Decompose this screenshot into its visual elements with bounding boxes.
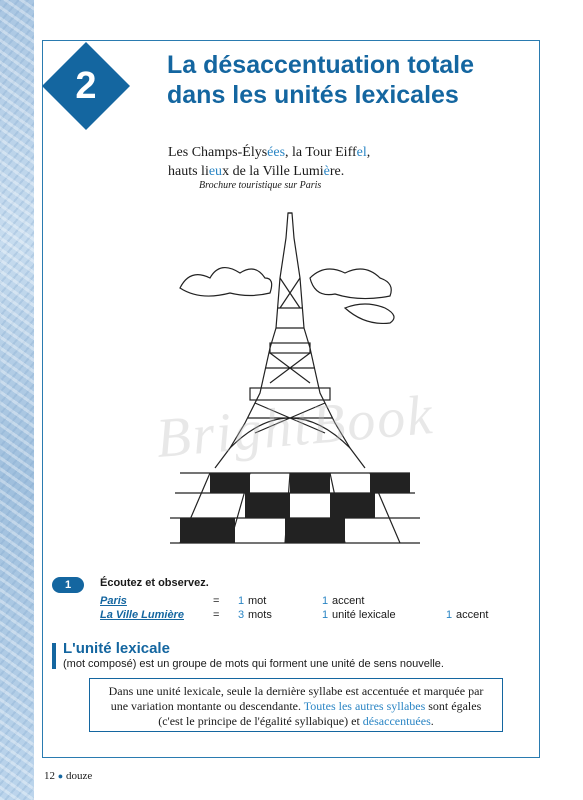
decorative-side-strip (0, 0, 34, 800)
quote-source: Brochure touristique sur Paris (199, 180, 322, 191)
quote-line-1 (168, 143, 370, 162)
quote-text: , (366, 145, 371, 160)
word-count: 3 (238, 609, 245, 621)
quote-text: , la Tour Eiff (285, 145, 357, 160)
quote-highlight: è (323, 164, 330, 179)
page-word: douze (65, 770, 93, 782)
unit-count: 1 (322, 609, 329, 621)
section-title: L'unité lexicale (63, 640, 170, 657)
quote-text: hauts li (168, 164, 209, 179)
equals-sign: = (213, 609, 220, 621)
word-count: 1 (238, 595, 245, 607)
title-line-2: dans les unités lexicales (167, 81, 459, 109)
accent-count: 1 (446, 609, 453, 621)
quote-text: re. (329, 164, 345, 179)
lesson-badge (42, 42, 130, 130)
page-number: 12 (44, 770, 55, 782)
quote-text: x de la Ville Lumi (222, 164, 324, 179)
exercise-number-badge: 1 (52, 577, 84, 593)
watermark: BrightBook (153, 383, 437, 471)
quote-highlight: el (356, 145, 367, 160)
title-line-1: La désaccentuation totale (167, 51, 475, 79)
exercise-row (0, 609, 583, 623)
quote-highlight: ées (267, 145, 286, 160)
rule-text: sont égales (c'est le principe de l'égalité syllabique) et (158, 699, 482, 728)
quote-highlight: eu (208, 164, 223, 179)
section-marker (52, 643, 56, 669)
rule-highlight: désaccentuées (362, 714, 431, 728)
bullet-icon: ● (57, 771, 64, 781)
rule-box (89, 678, 503, 732)
rule-text: . (430, 714, 434, 728)
eiffel-tower-illustration (170, 208, 420, 548)
unit-count-label: accent (332, 595, 365, 607)
equals-sign: = (213, 595, 220, 607)
exercise-term: La Ville Lumière (100, 609, 184, 621)
exercise-instruction: Écoutez et observez. (100, 577, 209, 589)
accent-count-label: accent (456, 609, 489, 621)
epigraph-quote (168, 143, 370, 181)
word-count-label: mots (248, 609, 272, 621)
lesson-number: 2 (75, 64, 97, 107)
page-title (167, 50, 527, 110)
exercise-row (0, 595, 583, 609)
unit-count-label: unité lexicale (332, 609, 396, 621)
quote-line-2 (168, 162, 370, 181)
rule-highlight: Toutes les autres syllabes (303, 699, 426, 713)
unit-count: 1 (322, 595, 329, 607)
rule-text: Dans une unité lexicale, seule la dernière syllabe est accentuée et marquée par une variation montante ou descendante. (108, 684, 484, 713)
page-footer (44, 770, 92, 782)
exercise-term: Paris (100, 595, 127, 607)
quote-text: Les Champs-Élys (168, 145, 268, 160)
word-count-label: mot (248, 595, 267, 607)
section-description: (mot composé) est un groupe de mots qui forment une unité de sens nouvelle. (63, 658, 444, 670)
